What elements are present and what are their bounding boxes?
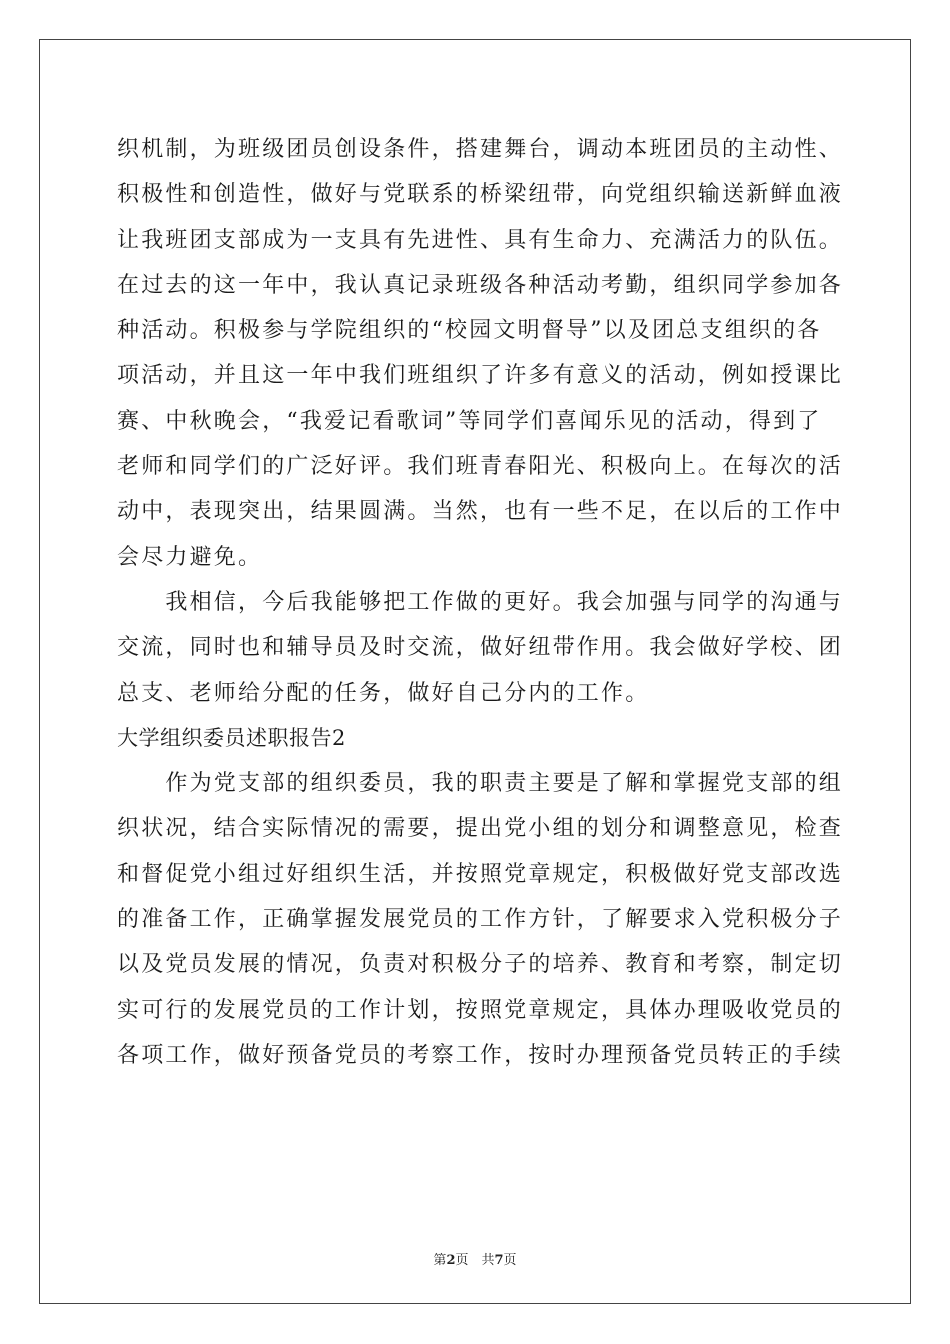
text-line: 动中，表现突出，结果圆满。当然，也有一些不足，在以后的工作中: [117, 499, 844, 525]
text-line: 我相信，今后我能够把工作做的更好。我会加强与同学的沟通与: [117, 589, 844, 615]
text-line: 会尽力避免。: [117, 544, 263, 570]
document-body: [117, 127, 844, 1078]
text-line: 和督促党小组过好组织生活，并按照党章规定，积极做好党支部改选: [117, 861, 844, 887]
text-line: 在过去的这一年中，我认真记录班级各种活动考勤，组织同学参加各: [117, 272, 844, 298]
text-line: 织状况，结合实际情况的需要，提出党小组的划分和调整意见，检查: [117, 816, 844, 842]
text-line: 老师和同学们的广泛好评。我们班青春阳光、积极向上。在每次的活: [117, 454, 844, 480]
footer-page-suffix: 页 共: [455, 1253, 495, 1268]
text-line: 让我班团支部成为一支具有先进性、具有生命力、充满活力的队伍。: [117, 227, 844, 253]
current-page-number: 2: [446, 1253, 456, 1268]
text-line: 作为党支部的组织委员，我的职责主要是了解和掌握党支部的组: [117, 771, 844, 797]
text-line: 织机制，为班级团员创设条件，搭建舞台，调动本班团员的主动性、: [117, 137, 844, 162]
total-page-number: 7: [494, 1253, 504, 1268]
footer-prefix: 第: [433, 1253, 447, 1268]
text-line: 交流，同时也和辅导员及时交流，做好纽带作用。我会做好学校、团: [117, 635, 844, 661]
text-line: 各项工作，做好预备党员的考察工作，按时办理预备党员转正的手续: [117, 1042, 844, 1068]
text-line: 以及党员发展的情况，负责对积极分子的培养、教育和考察，制定切: [117, 952, 844, 978]
text-line: 种活动。积极参与学院组织的“校园文明督导”以及团总支组织的各: [117, 318, 822, 344]
text-line: 总支、老师给分配的任务，做好自己分内的工作。: [117, 680, 650, 706]
text-line: 赛、中秋晚会，“我爱记看歌词”等同学们喜闻乐见的活动，得到了: [117, 408, 822, 434]
section-heading: 大学组织委员述职报告2: [117, 725, 346, 750]
footer-total-suffix: 页: [503, 1253, 517, 1268]
text-line: 实可行的发展党员的工作计划，按照党章规定，具体办理吸收党员的: [117, 997, 844, 1023]
page-footer: [0, 1249, 950, 1268]
text-line: 项活动，并且这一年中我们班组织了许多有意义的活动，例如授课比: [117, 363, 844, 389]
text-line: 积极性和创造性，做好与党联系的桥梁纽带，向党组织输送新鲜血液: [117, 182, 844, 208]
text-line: 的准备工作，正确掌握发展党员的工作方针，了解要求入党积极分子: [117, 907, 844, 933]
